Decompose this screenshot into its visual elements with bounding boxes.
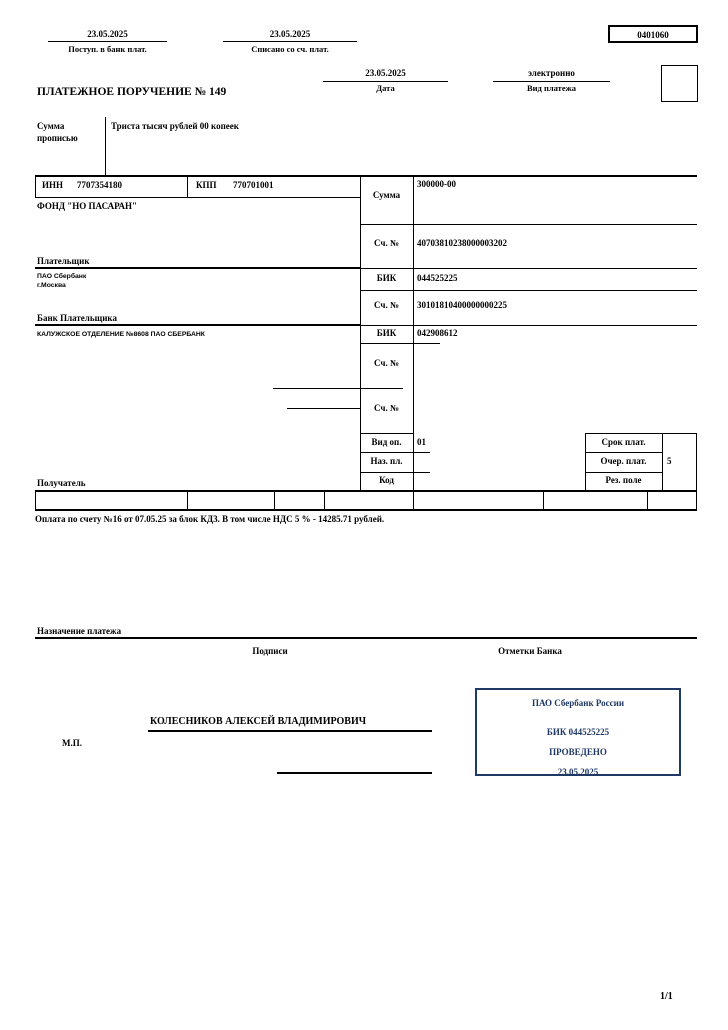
stamp-status: ПРОВЕДЕНО: [549, 747, 607, 757]
received-date-rule: [48, 41, 167, 42]
amount-words-label-line2: прописью: [37, 133, 78, 143]
srok-box-right-border: [662, 433, 663, 490]
tax-row-divider-2: [274, 490, 275, 509]
payment-kind-label: Вид платежа: [526, 83, 577, 93]
tax-row-divider-6: [647, 490, 648, 509]
vid-op-top-rule: [360, 433, 413, 434]
amount-words-divider: [105, 117, 106, 175]
kod-label: Код: [379, 475, 394, 485]
amount-words-value: Триста тысяч рублей 00 копеек: [111, 121, 239, 131]
stamp-date: 23.05.2025: [557, 767, 599, 777]
payer-account-value: 40703810238000003202: [417, 238, 507, 248]
vid-op-bottom-rule: [360, 452, 430, 453]
label-column-right-border: [413, 175, 414, 490]
stamp-bik: БИК 044525225: [546, 727, 610, 737]
inn-label: ИНН: [42, 180, 64, 190]
ocher-plat-value: 5: [667, 456, 672, 466]
payee-bank-name: КАЛУЖСКОЕ ОТДЕЛЕНИЕ №8608 ПАО СБЕРБАНК: [37, 331, 205, 338]
tax-row-divider-4: [413, 490, 414, 509]
bank-stamp: [475, 688, 681, 776]
signature-line-2: [277, 772, 432, 774]
srok-plat-top-rule: [585, 433, 697, 434]
payer-bank-name-line2: г.Москва: [37, 282, 66, 289]
inn-value: 7707354180: [77, 180, 122, 190]
amount-value: 300000-00: [417, 179, 456, 189]
kpp-label: КПП: [196, 180, 217, 190]
naz-pl-bottom-rule: [360, 472, 430, 473]
doc-date-label: Дата: [376, 83, 395, 93]
amount-row-rule: [360, 224, 697, 225]
vid-op-label: Вид оп.: [371, 437, 402, 447]
purpose-text: Оплата по счету №16 от 07.05.25 за блок КД3. В том числе НДС 5 % - 14285.71 рублей.: [35, 514, 385, 524]
debited-date-rule: [223, 41, 357, 42]
inn-kpp-divider: [187, 175, 188, 198]
bank-marks-label: Отметки Банка: [498, 646, 562, 656]
stamp-bank-name: ПАО Сбербанк России: [531, 698, 625, 708]
rez-pole-label: Рез. поле: [605, 475, 642, 485]
debited-date-label: Списано со сч. плат.: [251, 44, 329, 54]
purpose-section-rule: [35, 637, 697, 639]
payee-separator-rule: [287, 408, 360, 409]
payer-account-rule: [360, 268, 697, 269]
payment-kind-value: электронно: [528, 68, 575, 78]
payee-bank-bik-label: БИК: [376, 328, 397, 338]
payer-section-rule: [35, 267, 360, 269]
payer-bank-corr-label: Сч. №: [373, 300, 399, 310]
form-code-box: [608, 25, 698, 43]
amount-words-label-line1: Сумма: [37, 121, 65, 131]
payee-bank-separator-rule: [273, 388, 403, 389]
ocher-plat-label: Очер. плат.: [600, 456, 647, 466]
page-number: 1/1: [660, 991, 673, 1002]
payer-bank-label: Банк Плательщика: [37, 313, 117, 323]
payee-bank-account-label: Сч. №: [373, 358, 399, 368]
tax-row-divider-1: [187, 490, 188, 509]
payer-label: Плательщик: [37, 256, 90, 266]
signature-line-1: [148, 730, 432, 732]
tax-row-divider-5: [543, 490, 544, 509]
inn-kpp-bottom-rule: [35, 197, 360, 198]
payment-kind-rule: [493, 81, 610, 82]
payer-name: ФОНД "НО ПАСАРАН": [37, 201, 137, 211]
document-title: ПЛАТЕЖНОЕ ПОРУЧЕНИЕ № 149: [37, 86, 227, 98]
amount-label: Сумма: [372, 190, 401, 200]
ocher-plat-bottom-rule: [585, 472, 662, 473]
payer-bank-section-rule: [35, 324, 360, 326]
tax-row-divider-3: [324, 490, 325, 509]
tax-row-bottom-rule: [35, 509, 697, 511]
payee-account-label: Сч. №: [373, 403, 399, 413]
form-code: 0401060: [637, 30, 669, 40]
signer-name: КОЛЕСНИКОВ АЛЕКСЕЙ ВЛАДИМИРОВИЧ: [150, 716, 367, 727]
doc-date-rule: [323, 81, 448, 82]
vid-op-value: 01: [417, 437, 426, 447]
kpp-value: 770701001: [233, 180, 274, 190]
inn-cell-left-border: [35, 175, 36, 198]
doc-date-value: 23.05.2025: [365, 68, 406, 78]
purpose-label: Назначение платежа: [37, 626, 122, 636]
payee-section-rule: [35, 490, 697, 492]
srok-plat-label: Срок плат.: [601, 437, 646, 447]
debited-date-value: 23.05.2025: [269, 29, 311, 39]
naz-pl-label: Наз. пл.: [370, 456, 403, 466]
payee-label: Получатель: [37, 478, 86, 488]
payee-bank-bik-value: 042908612: [417, 328, 458, 338]
received-date-value: 23.05.2025: [87, 29, 128, 39]
payer-bank-bik-rule: [360, 290, 697, 291]
payer-bank-bik-value: 044525225: [417, 273, 458, 283]
payer-bank-corr-value: 30101810400000000225: [417, 300, 507, 310]
received-date-label: Поступ. в банк плат.: [68, 44, 147, 54]
tax-row-border: [35, 490, 36, 509]
spare-box: [661, 65, 698, 102]
table-top-border: [35, 175, 697, 177]
payer-bank-corr-rule: [360, 325, 697, 326]
srok-plat-bottom-rule: [585, 452, 662, 453]
mp-label: М.П.: [62, 738, 82, 748]
payer-account-label: Сч. №: [373, 238, 399, 248]
table-right-border: [696, 433, 697, 490]
payee-bank-bik-rule: [360, 343, 440, 344]
payer-bank-name-line1: ПАО Сбербанк: [37, 273, 87, 280]
signatures-label: Подписи: [252, 646, 288, 656]
tax-row-right-border: [696, 490, 697, 509]
payer-bank-bik-label: БИК: [376, 273, 397, 283]
